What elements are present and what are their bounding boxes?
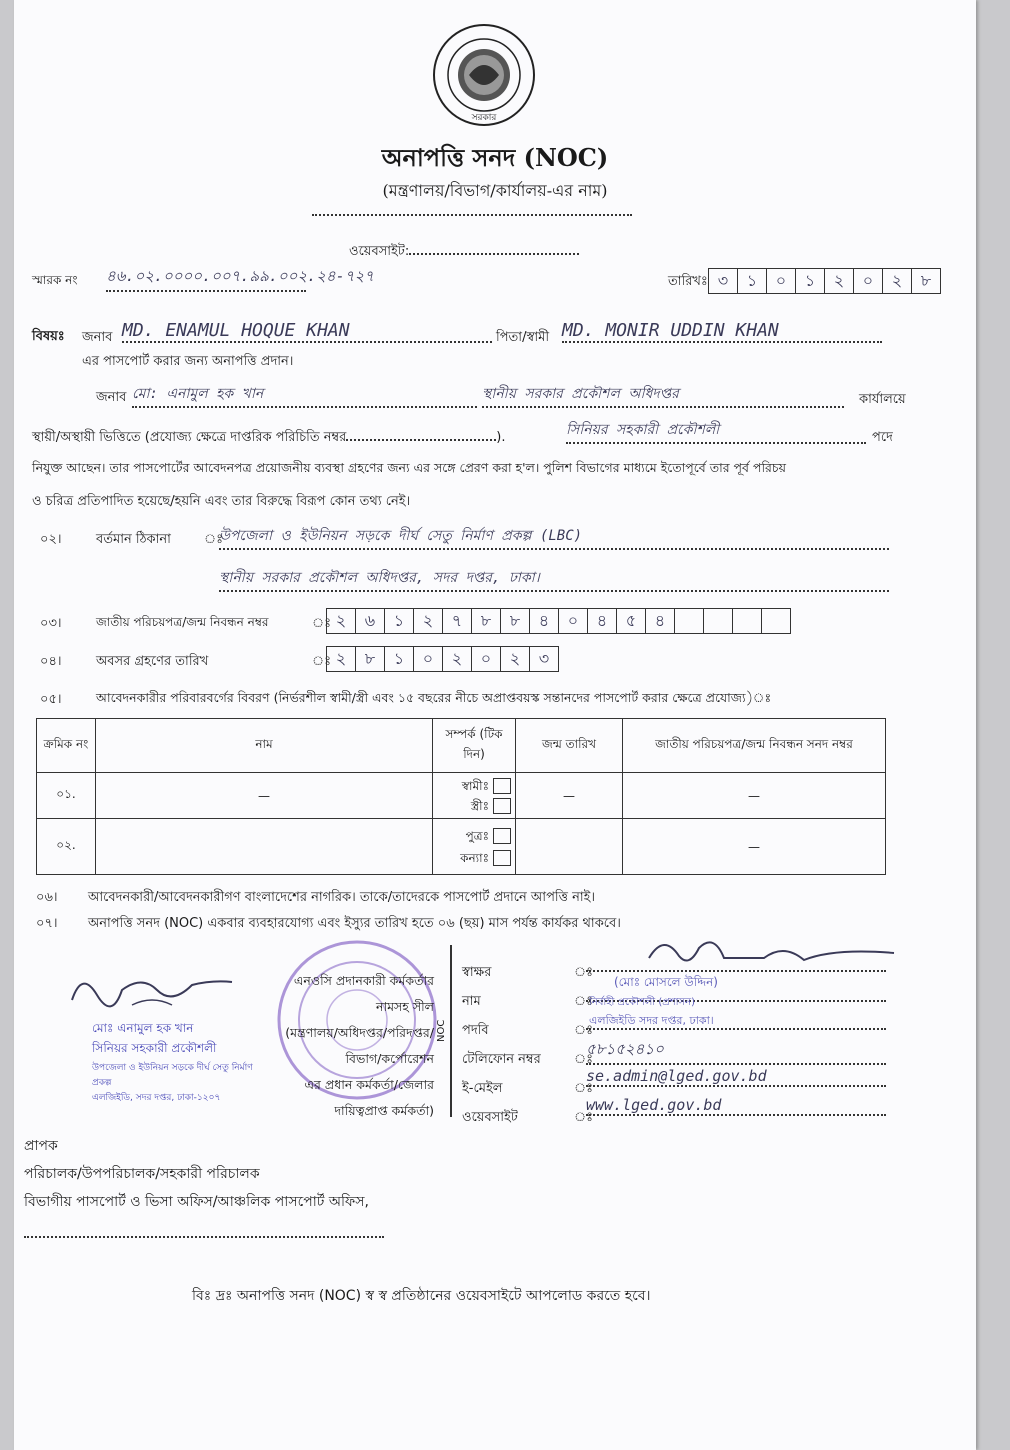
date-digit-box: ২ [882,268,912,294]
officer-stamp: মোঃ এনামুল হক খান সিনিয়র সহকারী প্রকৌশলী উপজেলা ও ইউনিয়ন সড়কে দীর্ঘ সেতু নির্মাণ প্রকল্প এলজিইডি, সদর দপ্তর, ঢাকা-১২০৭ [92,1021,253,1103]
recipient-line1: পরিচালক/উপপরিচালক/সহকারী পরিচালক [24,1166,260,1182]
retire-digit-box: ২ [326,646,356,672]
nid-digit-box: ৮ [471,608,501,634]
father-name: MD. MONIR UDDIN KHAN [562,320,882,343]
row1-nid: — [623,773,886,819]
item-04-number: ০৪। [40,654,62,669]
col-nid: জাতীয় পরিচয়পত্র/জন্ম নিবন্ধন সনদ নম্বর [623,719,886,773]
issuer-name: (মোঃ মোসলে উদ্দিন) [614,975,718,989]
retire-digit-box: ৩ [529,646,559,672]
date-boxes [708,268,940,294]
item-05-number: ০৫। [40,692,62,707]
retire-label: অবসর গ্রহণের তারিখ [96,654,209,669]
address-line1: উপজেলা ও ইউনিয়ন সড়কে দীর্ঘ সেতু নির্মাণ প্রকল্প (LBC) [219,524,889,550]
row2-dob [516,819,623,875]
janab2-label: জনাব [96,390,127,405]
col-serial: ক্রমিক নং [37,719,96,773]
issuer-phone: ৫৮১৫২৪১০ [586,1038,886,1065]
sign-line [586,970,886,972]
issuer-block: এনওসি প্রদানকারী কর্মকর্তার নামসহ সীল (মন্ত্রণালয়/অধিদপ্তর/পরিদপ্তর/ বিভাগ/কর্পোরেশন এর প্রধান কর্মকর্তা/জেলার দায়িত্বপ্রাপ্ত কর্মকর্তা) [285,973,434,1118]
nid-digit-box [732,608,762,634]
daughter-checkbox[interactable] [493,850,511,866]
nid-boxes [326,608,790,634]
hw-name: মো: এনামুল হক খান [132,382,477,408]
address-line2: স্থানীয় সরকার প্রকৌশল অধিদপ্তর, সদর দপ্তর, ঢাকা। [219,566,889,592]
nid-digit-box: ১ [384,608,414,634]
hw-post: সিনিয়র সহকারী প্রকৌশলী [566,418,866,444]
nid-colon: ঃ [312,616,332,631]
address-colon: ঃ [204,532,224,547]
row2-serial: ০২. [37,819,96,875]
issuer-desig2: এলজিইডি সদর দপ্তর, ঢাকা। [589,1014,714,1027]
nid-digit-box: ৬ [355,608,385,634]
svg-text:সরকার: সরকার [471,113,497,123]
recipient-address-line [24,1236,384,1238]
nid-digit-box: ৮ [500,608,530,634]
body-line3: নিযুক্ত আছেন। তার পাসপোর্টের আবেদনপত্র প্রয়োজনীয় ব্যবস্থা গ্রহণের জন্য এর সঙ্গে প্রেরণ করা হ'ল। পুলিশ বিভাগের মাধ্যমে ইতোপূর্বে তার পূর্ব পরিচয় [32,460,787,475]
office-name-line [312,214,632,216]
date-digit-box: ০ [766,268,796,294]
subject-label: বিষয়ঃ [32,329,65,344]
row2-nid: — [623,819,886,875]
desig-line [586,1028,886,1030]
table-row [37,773,886,819]
page-subtitle: (মন্ত্রণালয়/বিভাগ/কার্যালয়-এর নাম) [382,181,608,200]
issuer-field-labels: স্বাক্ষর নাম পদবি টেলিফোন নম্বর ই-মেইল ওয়েবসাইট [462,965,541,1125]
nid-digit-box: ৪ [529,608,559,634]
recipient-label: প্রাপক [24,1138,58,1154]
row1-serial: ০১. [37,773,96,819]
government-seal-icon [429,20,539,130]
nid-digit-box: ২ [413,608,443,634]
item-03-number: ০৩। [40,616,62,631]
footer-note: বিঃ দ্রঃ অনাপত্তি সনদ (NOC) স্ব স্ব প্রতিষ্ঠানের ওয়েবসাইটে আপলোড করতে হবে। [192,1288,651,1304]
applicant-name: MD. ENAMUL HOQUE KHAN [122,320,492,343]
row2-name [96,819,433,875]
date-digit-box: ২ [824,268,854,294]
nid-digit-box: ০ [558,608,588,634]
nid-digit-box: ৪ [587,608,617,634]
row1-name: — [96,773,433,819]
left-signature-icon [62,960,242,1020]
retire-colon: ঃ [312,654,332,669]
noc-side-label: NOC [436,945,452,1117]
retire-digit-box: ০ [471,646,501,672]
col-dob: জন্ম তারিখ [516,719,623,773]
row1-relation: স্বামীঃ স্ত্রীঃ [433,773,516,819]
memo-number: ৪৬.০২.০০০০.০০৭.৯৯.০০২.২৪-৭২৭ [106,265,306,292]
item-02-number: ০২। [40,532,62,547]
family-table [36,718,886,875]
item-06-number: ০৬। [36,890,58,905]
issuer-colons: ঃ ঃ ঃ ঃ ঃ ঃ [574,965,594,1125]
retire-digit-box: ১ [384,646,414,672]
memo-label: স্মারক নং [32,273,78,287]
noc-document [14,0,976,1450]
row1-dob: — [516,773,623,819]
nid-digit-box: ৫ [616,608,646,634]
nid-label: জাতীয় পরিচয়পত্র/জন্ম নিবন্ধন নম্বর [96,615,269,629]
item-07-text: অনাপত্তি সনদ (NOC) একবার ব্যবহারযোগ্য এবং ইস্যুর তারিখ হতে ০৬ (ছয়) মাস পর্যন্ত কার্যকর থাকবে। [88,916,621,931]
subject-line2: এর পাসপোর্ট করার জন্য অনাপত্তি প্রদান। [82,354,294,369]
nid-digit-box: ২ [326,608,356,634]
page-title: অনাপত্তি সনদ (NOC) [381,143,609,172]
website-label: ওয়েবসাইট: [349,242,579,263]
recipient-line2: বিভাগীয় পাসপোর্ট ও ভিসা অফিস/আঞ্চলিক পাসপোর্ট অফিস, [24,1194,369,1210]
col-name: নাম [96,719,433,773]
family-label: আবেদনকারীর পরিবারবর্গের বিবরণ (নির্ভরশীল স্বামী/স্ত্রী এবং ১৫ বছরের নীচে অপ্রাপ্তবয়স্ক সন্তানদের পাসপোর্ট করার ক্ষেত্রে প্রযোজ্য)ঃ [96,690,772,705]
address-label: বর্তমান ঠিকানা [96,532,171,547]
body-line2: স্থায়ী/অস্থায়ী ভিত্তিতে (প্রযোজ্য ক্ষেত্রে দাপ্তরিক পরিচিতি নম্বর ). [32,430,506,445]
husband-checkbox[interactable] [493,778,511,794]
retire-digit-box: ২ [442,646,472,672]
issuer-desig1: নির্বাহী প্রকৌশলী (প্রশাসন) [589,997,695,1008]
father-label: পিতা/স্বামী [496,330,550,345]
issuer-website: www.lged.gov.bd [586,1096,886,1116]
issuer-email: se.admin@lged.gov.bd [586,1067,886,1087]
janab-label: জনাব [82,330,113,345]
office-label: কার্যালয়ে [859,392,906,407]
date-label: তারিখঃ [668,274,708,289]
row2-relation: পুত্রঃ কন্যাঃ [433,819,516,875]
date-digit-box: ৩ [708,268,738,294]
item-06-text: আবেদনকারী/আবেদনকারীগণ বাংলাদেশের নাগরিক। তাকে/তাদেরকে পাসপোর্ট প্রদানে আপত্তি নাই। [88,890,596,905]
date-digit-box: ৮ [911,268,941,294]
date-digit-box: ১ [737,268,767,294]
son-checkbox[interactable] [493,828,511,844]
col-relation: সম্পর্ক (টিক দিন) [433,719,516,773]
nid-digit-box [703,608,733,634]
right-signature-icon [644,928,904,974]
retire-digit-box: ৮ [355,646,385,672]
date-digit-box: ১ [795,268,825,294]
item-07-number: ০৭। [36,916,58,931]
table-row [37,819,886,875]
date-digit-box: ০ [853,268,883,294]
post-label: পদে [872,430,893,445]
nid-digit-box: ৭ [442,608,472,634]
hw-office: স্থানীয় সরকার প্রকৌশল অধিদপ্তর [482,382,844,408]
retire-digit-box: ২ [500,646,530,672]
retire-digit-box: ০ [413,646,443,672]
wife-checkbox[interactable] [493,798,511,814]
nid-digit-box [674,608,704,634]
retire-boxes [326,646,558,672]
nid-digit-box: ৪ [645,608,675,634]
nid-digit-box [761,608,791,634]
body-line4: ও চরিত্র প্রতিপাদিত হয়েছে/হয়নি এবং তার বিরুদ্ধে বিরূপ কোন তথ্য নেই। [32,494,411,509]
